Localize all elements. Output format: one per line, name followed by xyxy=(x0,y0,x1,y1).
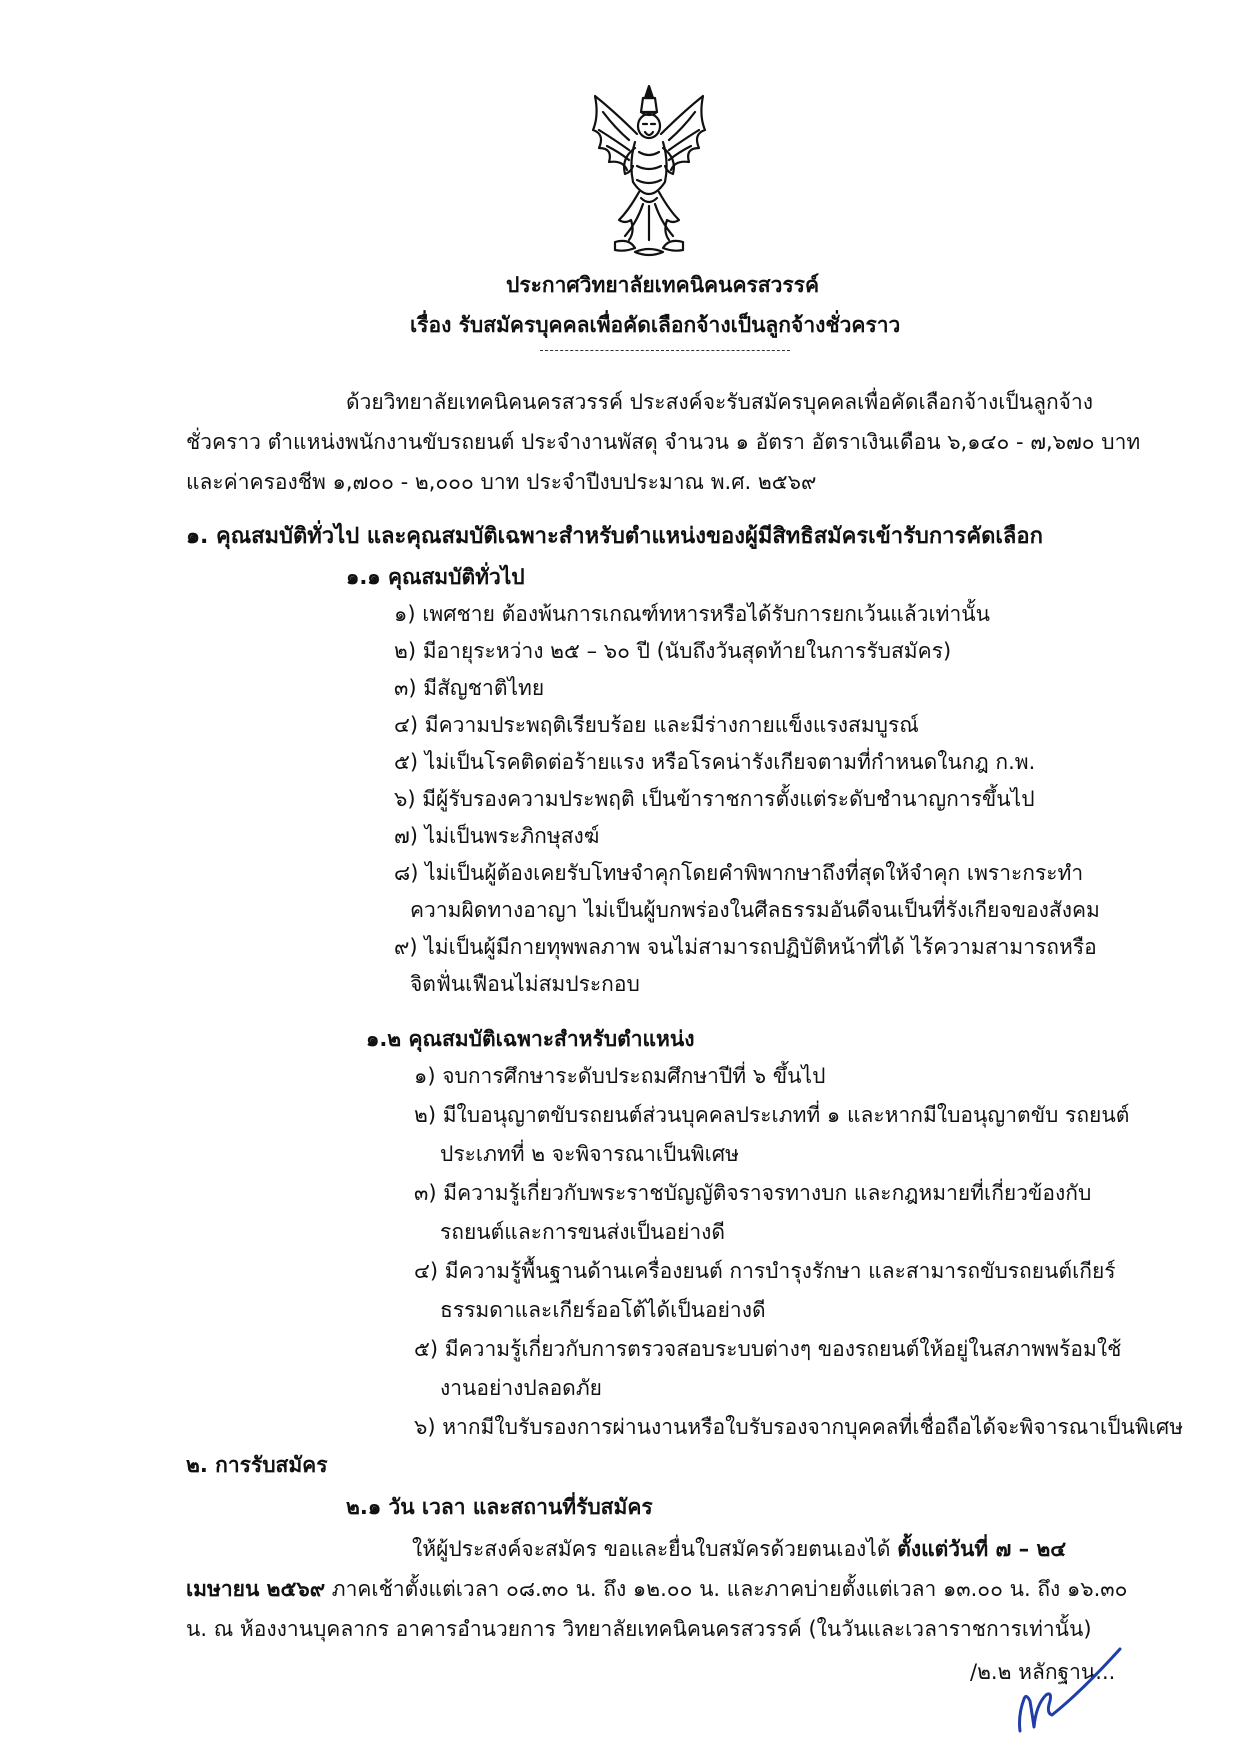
specific-qualification-item: ๕) มีความรู้เกี่ยวกับการตรวจสอบระบบต่างๆ ของรถยนต์ให้อยู่ในสภาพพร้อมใช้ xyxy=(414,1337,1122,1361)
section-1-2-heading: ๑.๒ คุณสมบัติเฉพาะสำหรับตำแหน่ง xyxy=(366,1027,695,1051)
application-period-line xyxy=(412,1532,1066,1566)
announcement-subject: เรื่อง รับสมัครบุคคลเพื่อคัดเลือกจ้างเป็นลูกจ้างชั่วคราว xyxy=(410,313,901,337)
intro-line: และค่าครองชีพ ๑,๗๐๐ - ๒,๐๐๐ บาท ประจำปีงบประมาณ พ.ศ. ๒๕๖๙ xyxy=(186,470,817,494)
section-2-1-heading: ๒.๑ วัน เวลา และสถานที่รับสมัคร xyxy=(346,1495,653,1519)
specific-qualification-item: ๖) หากมีใบรับรองการผ่านงานหรือใบรับรองจากบุคคลที่เชื่อถือได้จะพิจารณาเป็นพิเศษ xyxy=(414,1415,1184,1439)
qualification-item: ๖) มีผู้รับรองความประพฤติ เป็นข้าราชการตั้งแต่ระดับชำนาญการขึ้นไป xyxy=(394,787,1035,811)
section-1-1-heading: ๑.๑ คุณสมบัติทั่วไป xyxy=(346,565,525,589)
qualification-item: ๔) มีความประพฤติเรียบร้อย และมีร่างกายแข็งแรงสมบูรณ์ xyxy=(394,713,919,737)
signature-mark-icon xyxy=(1012,1635,1162,1735)
qualification-item-continued: จิตฟั่นเฟือนไม่สมประกอบ xyxy=(410,972,640,996)
application-month: เมษายน ๒๕๖๙ xyxy=(186,1577,326,1601)
qualification-item-continued: ความผิดทางอาญา ไม่เป็นผู้บกพร่องในศีลธรรมอันดีจนเป็นที่รังเกียจของสังคม xyxy=(410,898,1100,922)
section-1-heading: ๑. คุณสมบัติทั่วไป และคุณสมบัติเฉพาะสำหรับตำแหน่งของผู้มีสิทธิสมัครเข้ารับการคัดเลือก xyxy=(186,524,1043,549)
qualification-item: ๓) มีสัญชาติไทย xyxy=(394,676,545,700)
application-text: ให้ผู้ประสงค์จะสมัคร ขอและยื่นใบสมัครด้วยตนเองได้ xyxy=(412,1537,898,1561)
specific-qualification-item: ๑) จบการศึกษาระดับประถมศึกษาปีที่ ๖ ขึ้นไป xyxy=(414,1064,826,1088)
garuda-emblem-icon xyxy=(585,82,713,260)
qualification-item: ๗) ไม่เป็นพระภิกษุสงฆ์ xyxy=(394,824,600,848)
specific-qualification-item-continued: ประเภทที่ ๒ จะพิจารณาเป็นพิเศษ xyxy=(440,1142,739,1166)
page-continuation: /๒.๒ หลักฐาน... xyxy=(970,1660,1116,1684)
application-date-start: ตั้งแต่วันที่ ๗ – ๒๔ xyxy=(897,1537,1067,1561)
application-time-line xyxy=(186,1572,1127,1606)
qualification-item: ๘) ไม่เป็นผู้ต้องเคยรับโทษจำคุกโดยคำพิพากษาถึงที่สุดให้จำคุก เพราะกระทำ xyxy=(394,861,1084,885)
specific-qualification-item-continued: ธรรมดาและเกียร์ออโต้ได้เป็นอย่างดี xyxy=(440,1298,766,1322)
specific-qualification-item: ๒) มีใบอนุญาตขับรถยนต์ส่วนบุคคลประเภทที่ ๑ และหากมีใบอนุญาตขับ รถยนต์ xyxy=(414,1103,1130,1127)
intro-line: ชั่วคราว ตำแหน่งพนักงานขับรถยนต์ ประจำงานพัสดุ จำนวน ๑ อัตรา อัตราเงินเดือน ๖,๑๔๐ - ๗,๖๗๐ บาท xyxy=(186,430,1141,454)
announcement-title: ประกาศวิทยาลัยเทคนิคนครสวรรค์ xyxy=(506,273,820,297)
specific-qualification-item: ๓) มีความรู้เกี่ยวกับพระราชบัญญัติจราจรทางบก และกฎหมายที่เกี่ยวข้องกับ xyxy=(414,1181,1092,1205)
qualification-item: ๑) เพศชาย ต้องพ้นการเกณฑ์ทหารหรือได้รับการยกเว้นแล้วเท่านั้น xyxy=(394,602,991,626)
qualification-item: ๙) ไม่เป็นผู้มีกายทุพพลภาพ จนไม่สามารถปฏิบัติหน้าที่ได้ ไร้ความสามารถหรือ xyxy=(394,935,1097,959)
section-2-heading: ๒. การรับสมัคร xyxy=(186,1453,328,1477)
header-divider xyxy=(540,350,790,351)
application-location-line: น. ณ ห้องงานบุคลากร อาคารอำนวยการ วิทยาลัยเทคนิคนครสวรรค์ (ในวันและเวลาราชการเท่านั้น) xyxy=(186,1617,1092,1641)
specific-qualification-item-continued: รถยนต์และการขนส่งเป็นอย่างดี xyxy=(440,1220,726,1244)
specific-qualification-item: ๔) มีความรู้พื้นฐานด้านเครื่องยนต์ การบำรุงรักษา และสามารถขับรถยนต์เกียร์ xyxy=(414,1259,1116,1283)
application-hours: ภาคเช้าตั้งแต่เวลา ๐๘.๓๐ น. ถึง ๑๒.๐๐ น. และภาคบ่ายตั้งแต่เวลา ๑๓.๐๐ น. ถึง ๑๖.๓๐ xyxy=(325,1577,1128,1601)
qualification-item: ๕) ไม่เป็นโรคติดต่อร้ายแรง หรือโรคน่ารังเกียจตามที่กำหนดในกฎ ก.พ. xyxy=(394,750,1036,774)
intro-line: ด้วยวิทยาลัยเทคนิคนครสวรรค์ ประสงค์จะรับสมัครบุคคลเพื่อคัดเลือกจ้างเป็นลูกจ้าง xyxy=(346,390,1094,414)
specific-qualification-item-continued: งานอย่างปลอดภัย xyxy=(440,1376,602,1400)
qualification-item: ๒) มีอายุระหว่าง ๒๕ – ๖๐ ปี (นับถึงวันสุดท้ายในการรับสมัคร) xyxy=(394,639,952,663)
